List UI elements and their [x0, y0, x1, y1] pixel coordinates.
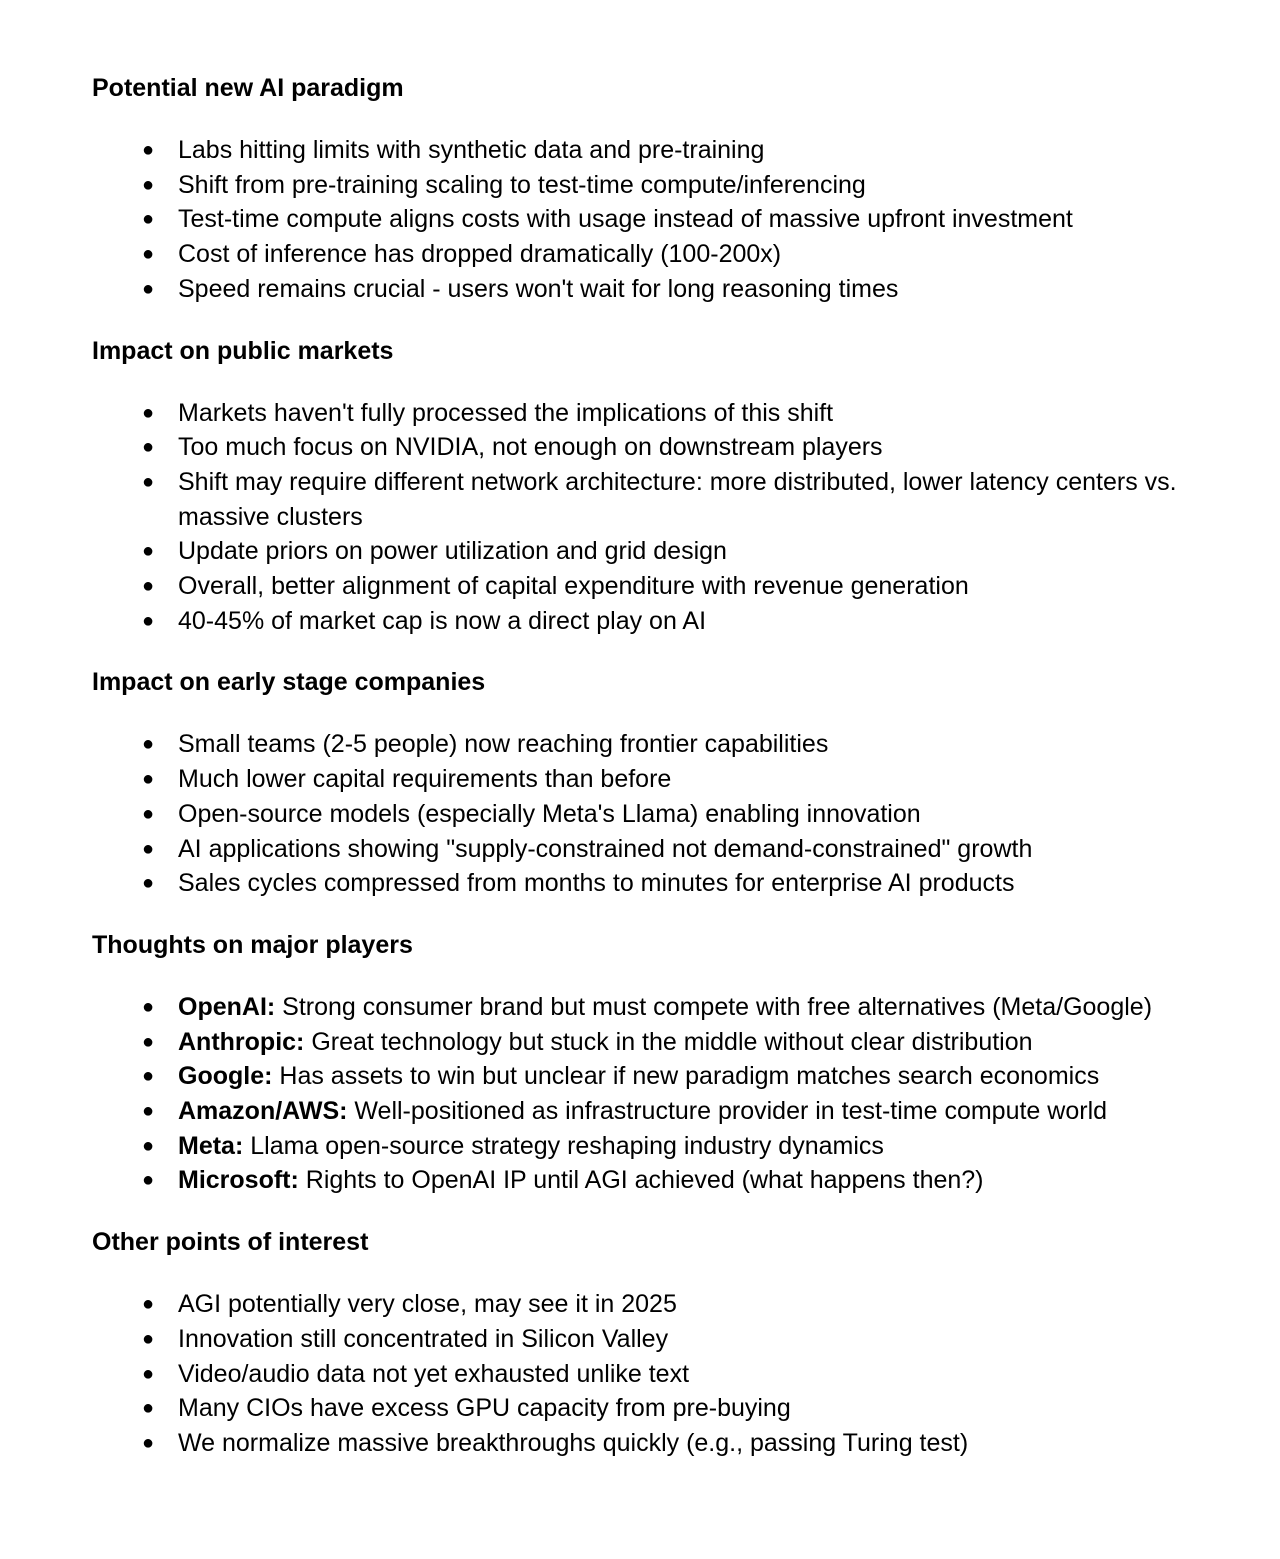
list-item — [92, 237, 1242, 272]
list-item — [92, 727, 1242, 762]
list-item — [92, 569, 1242, 604]
bullet-dot-icon: ● — [141, 1100, 155, 1123]
bullet-dot-icon: ● — [141, 609, 155, 632]
list-item — [92, 1059, 1242, 1094]
section-heading: Other points of interest — [92, 1228, 369, 1257]
item-text: Has assets to win but unclear if new paradigm matches search economics — [272, 1062, 1100, 1091]
list-item — [92, 133, 1242, 168]
bullet-dot-icon: ● — [141, 470, 155, 493]
item-text: Video/audio data not yet exhausted unlike text — [178, 1359, 690, 1388]
list-item — [92, 1163, 1242, 1198]
list-item — [92, 1025, 1242, 1060]
section-potential-new-ai-paradigm — [92, 70, 1242, 307]
section-heading: Thoughts on major players — [92, 930, 413, 959]
section-impact-on-early-stage-companies — [92, 664, 1242, 901]
section-thoughts-on-major-players — [92, 927, 1242, 1198]
list-item — [92, 272, 1242, 307]
item-text: Speed remains crucial - users won't wait for long reasoning times — [178, 274, 899, 303]
item-text: Great technology but stuck in the middle without clear distribution — [304, 1027, 1033, 1056]
bullet-dot-icon: ● — [141, 733, 155, 756]
list-item — [92, 1426, 1242, 1461]
item-text: AGI potentially very close, may see it in 2025 — [178, 1290, 677, 1319]
item-lead: Meta: — [178, 1131, 244, 1160]
bullet-dot-icon: ● — [141, 1293, 155, 1316]
bullet-list — [92, 727, 1242, 901]
item-lead: Anthropic: — [178, 1027, 305, 1056]
item-text: Strong consumer brand but must compete with free alternatives (Meta/Google) — [275, 992, 1153, 1021]
item-text: Overall, better alignment of capital expenditure with revenue generation — [178, 572, 969, 601]
item-lead: OpenAI: — [178, 992, 276, 1021]
bullet-dot-icon: ● — [141, 768, 155, 791]
bullet-list — [92, 133, 1242, 307]
bullet-dot-icon: ● — [141, 208, 155, 231]
bullet-dot-icon: ● — [141, 173, 155, 196]
document-body — [92, 70, 1242, 1487]
bullet-dot-icon: ● — [141, 436, 155, 459]
list-item — [92, 1391, 1242, 1426]
list-item — [92, 202, 1242, 237]
list-item — [92, 1287, 1242, 1322]
item-text: We normalize massive breakthroughs quickly (e.g., passing Turing test) — [178, 1428, 969, 1457]
bullet-dot-icon: ● — [141, 277, 155, 300]
list-item — [92, 1357, 1242, 1392]
item-text: Many CIOs have excess GPU capacity from pre-buying — [178, 1394, 791, 1423]
bullet-dot-icon: ● — [141, 401, 155, 424]
bullet-dot-icon: ● — [141, 1397, 155, 1420]
item-text: Rights to OpenAI IP until AGI achieved (what happens then?) — [298, 1166, 984, 1195]
bullet-list — [92, 396, 1242, 639]
list-item — [92, 1129, 1242, 1164]
item-text: Open-source models (especially Meta's Llama) enabling innovation — [178, 799, 921, 828]
section-impact-on-public-markets — [92, 333, 1242, 639]
bullet-dot-icon: ● — [141, 243, 155, 266]
list-item — [92, 990, 1242, 1025]
list-item — [92, 604, 1242, 639]
item-text: Well-positioned as infrastructure provider in test-time compute world — [347, 1097, 1108, 1126]
list-item — [92, 168, 1242, 203]
bullet-dot-icon: ● — [141, 1134, 155, 1157]
section-heading: Impact on early stage companies — [92, 668, 486, 697]
bullet-dot-icon: ● — [141, 802, 155, 825]
list-item — [92, 465, 1242, 534]
section-heading: Impact on public markets — [92, 336, 394, 365]
bullet-dot-icon: ● — [141, 139, 155, 161]
bullet-dot-icon: ● — [141, 995, 155, 1018]
bullet-dot-icon: ● — [141, 1327, 155, 1350]
bullet-dot-icon: ● — [141, 872, 155, 895]
item-text: Too much focus on NVIDIA, not enough on downstream players — [178, 433, 883, 462]
list-item — [92, 832, 1242, 867]
list-item — [92, 396, 1242, 431]
item-text: Much lower capital requirements than before — [178, 765, 672, 794]
bullet-dot-icon: ● — [141, 1065, 155, 1088]
list-item — [92, 1094, 1242, 1129]
list-item — [92, 762, 1242, 797]
bullet-dot-icon: ● — [141, 837, 155, 860]
item-lead: Amazon/AWS: — [178, 1097, 348, 1126]
bullet-dot-icon: ● — [141, 540, 155, 563]
item-text: Cost of inference has dropped dramatically (100-200x) — [178, 240, 782, 269]
list-item — [92, 430, 1242, 465]
item-text: Innovation still concentrated in Silicon Valley — [178, 1324, 669, 1353]
bullet-dot-icon: ● — [141, 1169, 155, 1192]
bullet-dot-icon: ● — [141, 575, 155, 598]
item-text: Shift may require different network architecture: more distributed, lower latency centers vs. massive clusters — [178, 467, 1177, 531]
item-text: Llama open-source strategy reshaping industry dynamics — [243, 1131, 884, 1160]
item-text: Sales cycles compressed from months to minutes for enterprise AI products — [178, 869, 1015, 898]
item-text: Shift from pre-training scaling to test-time compute/inferencing — [178, 170, 866, 199]
item-text: AI applications showing "supply-constrained not demand-constrained" growth — [178, 834, 1033, 863]
item-text: 40-45% of market cap is now a direct play on AI — [178, 606, 707, 635]
list-item — [92, 1322, 1242, 1357]
item-text: Update priors on power utilization and grid design — [178, 537, 727, 566]
list-item — [92, 534, 1242, 569]
list-item — [92, 797, 1242, 832]
list-item — [92, 866, 1242, 901]
bullet-list — [92, 1287, 1242, 1461]
bullet-list — [92, 990, 1242, 1198]
item-lead: Microsoft: — [178, 1166, 299, 1195]
item-text: Small teams (2-5 people) now reaching frontier capabilities — [178, 730, 829, 759]
bullet-dot-icon: ● — [141, 1431, 155, 1454]
item-text: Markets haven't fully processed the implications of this shift — [178, 398, 834, 427]
item-lead: Google: — [178, 1062, 273, 1091]
section-other-points-of-interest — [92, 1224, 1242, 1461]
section-heading: Potential new AI paradigm — [92, 74, 404, 102]
bullet-dot-icon: ● — [141, 1362, 155, 1385]
item-text: Labs hitting limits with synthetic data and pre-training — [178, 136, 765, 164]
bullet-dot-icon: ● — [141, 1030, 155, 1053]
item-text: Test-time compute aligns costs with usage instead of massive upfront investment — [178, 205, 1073, 234]
